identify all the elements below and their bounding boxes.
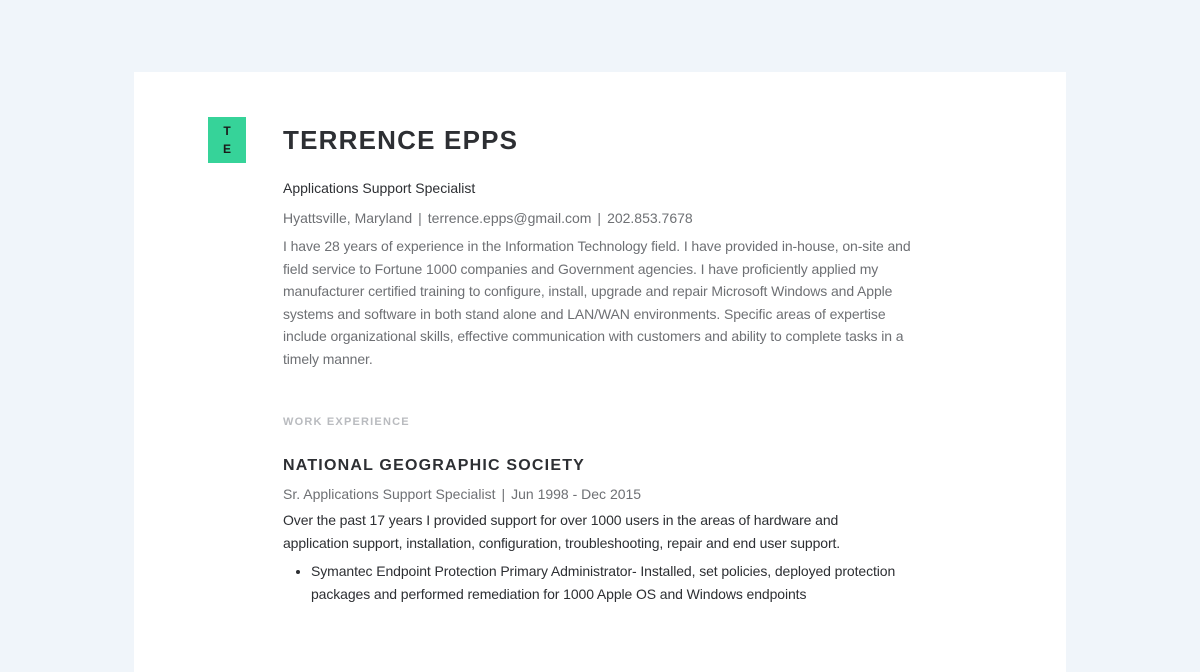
job-bullet-list — [283, 560, 901, 605]
separator: | — [597, 210, 602, 226]
contact-email[interactable]: terrence.epps@gmail.com — [427, 210, 592, 226]
resume-card — [134, 72, 1066, 672]
logo-initial-last: E — [222, 142, 231, 156]
job-description: Over the past 17 years I provided support for over 1000 users in the areas of hardware and application support, installation, configuration, troubleshooting, repair and end user support. — [283, 512, 841, 551]
separator: | — [501, 486, 506, 502]
contact-location: Hyattsville, Maryland — [283, 210, 413, 226]
candidate-name: TERRENCE EPPS — [283, 125, 519, 155]
logo-initial-first: T — [223, 124, 231, 138]
summary-paragraph: I have 28 years of experience in the Information Technology field. I have provided in-house, on-site and field service to Fortune 1000 companies and Government agencies. I have proficiently applied my manufacturer certified training to configure, install, upgrade and repair Microsoft Windows and Apple systems and software in both stand alone and LAN/WAN environments. Specific areas of expertise include organizational skills, effective communication with customers and ability to complete tasks in a timely manner. — [283, 238, 911, 367]
role-title: Sr. Applications Support Specialist — [283, 486, 496, 502]
contact-line — [283, 208, 923, 228]
contact-phone[interactable]: 202.853.7678 — [607, 210, 693, 226]
role-dates: Jun 1998 - Dec 2015 — [511, 486, 642, 502]
section-label-work-experience: WORK EXPERIENCE — [283, 416, 410, 428]
resume-content — [283, 122, 923, 605]
job-bullet: • Symantec Endpoint Protection Primary Administrator- Installed, set policies, deployed protection packages and performed remediation for 1000 Apple OS and Windows endpoints — [311, 560, 901, 605]
job-entry — [283, 455, 923, 605]
initials-logo — [208, 117, 246, 163]
job-title: Applications Support Specialist — [283, 180, 476, 196]
role-line — [283, 484, 923, 504]
company-name: NATIONAL GEOGRAPHIC SOCIETY — [283, 457, 586, 474]
separator: | — [418, 210, 422, 226]
